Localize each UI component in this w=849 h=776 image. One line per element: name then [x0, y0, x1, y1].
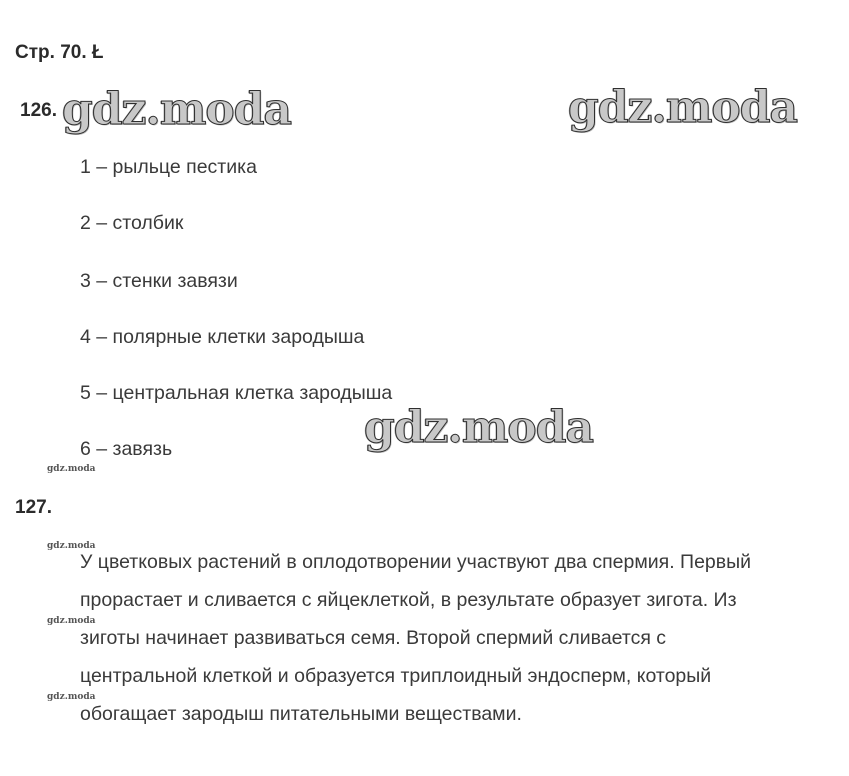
answer-item: 5 – центральная клетка зародыша — [80, 382, 393, 404]
watermark-logo-small: gdz.moda — [47, 541, 96, 551]
answer-item: 1 – рыльце пестика — [80, 156, 257, 178]
paragraph-line: обогащает зародыш питательными веществами. — [80, 703, 522, 725]
watermark-logo: gdz.moda — [62, 84, 292, 135]
page-header: Стр. 70. Ł — [15, 42, 104, 63]
task-127-number: 127. — [15, 497, 52, 518]
answer-item: 3 – стенки завязи — [80, 270, 238, 292]
watermark-logo-small: gdz.moda — [47, 464, 96, 474]
task-126-number: 126. — [20, 100, 57, 121]
watermark-logo-small: gdz.moda — [47, 616, 96, 626]
paragraph-line: прорастает и сливается с яйцеклеткой, в результате образует зигота. Из — [80, 589, 737, 611]
watermark-logo: gdz.moda — [364, 402, 594, 453]
watermark-logo-small: gdz.moda — [47, 692, 96, 702]
watermark-logo: gdz.moda — [568, 82, 798, 133]
answer-item: 6 – завязь — [80, 438, 173, 460]
answer-item: 2 – столбик — [80, 212, 184, 234]
paragraph-line: центральной клеткой и образуется триплоидный эндосперм, который — [80, 665, 712, 687]
answer-item: 4 – полярные клетки зародыша — [80, 326, 365, 348]
paragraph-line: У цветковых растений в оплодотворении участвуют два спермия. Первый — [80, 551, 752, 573]
paragraph-line: зиготы начинает развиваться семя. Второй спермий сливается с — [80, 627, 667, 649]
